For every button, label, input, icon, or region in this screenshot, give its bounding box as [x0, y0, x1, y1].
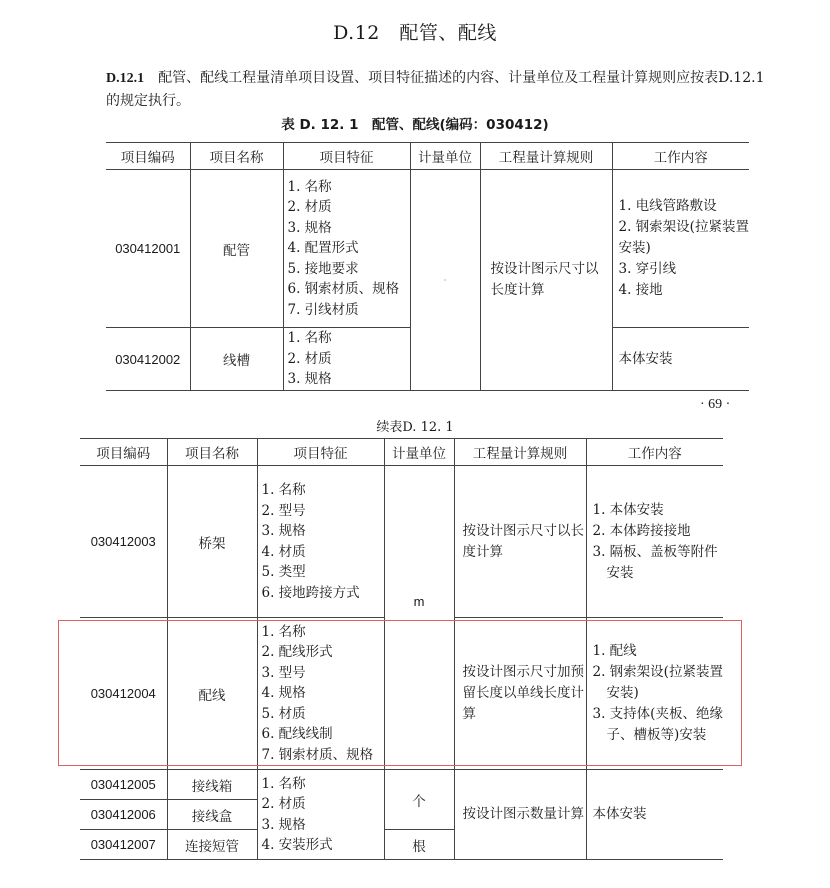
feature-line: 1. 名称: [287, 330, 332, 347]
feature-line: 5. 材质: [261, 705, 306, 722]
table-d12-1: [106, 142, 749, 391]
work-line: 3. 隔板、盖板等附件安装: [592, 543, 718, 581]
highlight-box: [58, 620, 742, 766]
item-features: [257, 770, 384, 860]
feature-line: 3. 规格: [261, 816, 306, 833]
feature-line: 3. 规格: [261, 523, 306, 539]
feature-line: 1. 名称: [261, 482, 306, 498]
work-line: 1. 本体安装: [592, 501, 664, 518]
item-features: [283, 328, 410, 391]
item-name: 接线箱: [167, 770, 257, 800]
table-row: [80, 770, 723, 800]
item-work: 本体安装: [612, 328, 749, 391]
work-line: 2. 本体跨接接地: [592, 522, 691, 539]
col-header-code: 项目编码: [106, 143, 190, 170]
item-features: [283, 170, 410, 328]
feature-line: 7. 引线材质: [287, 301, 359, 318]
item-name: 连接短管: [167, 830, 257, 860]
item-work: [612, 170, 749, 328]
item-work: 本体安装: [586, 770, 723, 860]
col-header-unit: 计量单位: [410, 143, 480, 170]
item-unit: 个: [384, 770, 454, 830]
item-code: 030412007: [80, 830, 167, 860]
page-number: · 69 ·: [700, 397, 731, 412]
intro-text: 配管、配线工程量清单项目设置、项目特征描述的内容、计量单位及工程量计算规则应按表D.12.1 的规定执行。: [106, 70, 765, 109]
feature-line: 5. 接地要求: [287, 260, 359, 277]
col-header-features: 项目特征: [283, 143, 410, 170]
work-line: 3. 穿引线: [618, 261, 677, 277]
col-header-work: 工作内容: [586, 439, 723, 466]
work-line: 2. 钢索架设(拉紧装置安装): [592, 664, 723, 701]
item-unit: ·: [410, 170, 480, 391]
item-name: 配管: [190, 170, 283, 328]
col-header-rule: 工程量计算规则: [454, 439, 586, 466]
feature-line: 3. 规格: [287, 219, 332, 236]
item-work: [586, 466, 723, 618]
col-header-work: 工作内容: [612, 143, 749, 170]
table-caption: 表 D. 12. 1 配管、配线(编码：030412): [281, 117, 549, 133]
feature-line: 1. 名称: [287, 178, 332, 195]
feature-line: 7. 钢索材质、规格: [261, 746, 374, 763]
table-header-row: [106, 143, 749, 170]
col-header-code: 项目编码: [80, 439, 167, 466]
feature-line: 6. 钢索材质、规格: [287, 281, 400, 298]
item-rule: 按设计图示尺寸加预留长度以单线长度计算: [454, 618, 586, 770]
work-line: 2. 钢索架设(拉紧装置安装): [618, 219, 749, 256]
table-row: [80, 466, 723, 618]
item-code: 030412004: [80, 618, 167, 770]
section-heading: D.12 配管、配线: [333, 22, 497, 44]
intro-label: D.12.1: [106, 71, 145, 86]
table-header-row: [80, 439, 723, 466]
feature-line: 5. 类型: [261, 564, 306, 580]
work-line: 3. 支持体(夹板、绝缘子、槽板等)安装: [592, 706, 723, 743]
col-header-name: 项目名称: [167, 439, 257, 466]
feature-line: 6. 接地跨接方式: [261, 584, 360, 601]
feature-line: 3. 型号: [261, 664, 306, 681]
item-name: 线槽: [190, 328, 283, 391]
item-code: 030412006: [80, 800, 167, 830]
feature-line: 3. 规格: [287, 371, 332, 388]
item-code: 030412002: [106, 328, 190, 391]
feature-line: 6. 配线线制: [261, 726, 333, 743]
col-header-rule: 工程量计算规则: [480, 143, 612, 170]
col-header-features: 项目特征: [257, 439, 384, 466]
table-row: [106, 170, 749, 328]
work-line: 4. 接地: [618, 282, 663, 298]
col-header-unit: 计量单位: [384, 439, 454, 466]
col-header-name: 项目名称: [190, 143, 283, 170]
item-code: 030412005: [80, 770, 167, 800]
item-name: 配线: [167, 618, 257, 770]
continued-caption: 续表D. 12. 1: [376, 420, 454, 435]
item-code: 030412001: [106, 170, 190, 328]
work-line: 1. 配线: [592, 643, 637, 659]
feature-line: 4. 配置形式: [287, 240, 359, 257]
work-line: 1. 电线管路敷设: [618, 198, 717, 214]
item-code: 030412003: [80, 466, 167, 618]
feature-line: 1. 名称: [261, 775, 306, 792]
item-unit: m: [384, 466, 454, 770]
item-name: 接线盒: [167, 800, 257, 830]
item-unit: 根: [384, 830, 454, 860]
feature-line: 4. 材质: [261, 543, 306, 560]
intro-paragraph: [106, 67, 766, 112]
feature-line: 4. 规格: [261, 685, 306, 702]
item-name: 桥架: [167, 466, 257, 618]
feature-line: 2. 配线形式: [261, 644, 333, 661]
item-rule: 按设计图示尺寸以长度计算: [480, 170, 612, 391]
item-rule: 按设计图示尺寸以长度计算: [454, 466, 586, 618]
item-features: [257, 466, 384, 618]
feature-line: 2. 材质: [287, 199, 332, 216]
feature-line: 1. 名称: [261, 623, 306, 640]
feature-line: 2. 材质: [287, 350, 332, 367]
item-rule: 按设计图示数量计算: [454, 770, 586, 860]
feature-line: 2. 材质: [261, 796, 306, 812]
feature-line: 4. 安装形式: [261, 837, 333, 853]
feature-line: 2. 型号: [261, 502, 306, 519]
